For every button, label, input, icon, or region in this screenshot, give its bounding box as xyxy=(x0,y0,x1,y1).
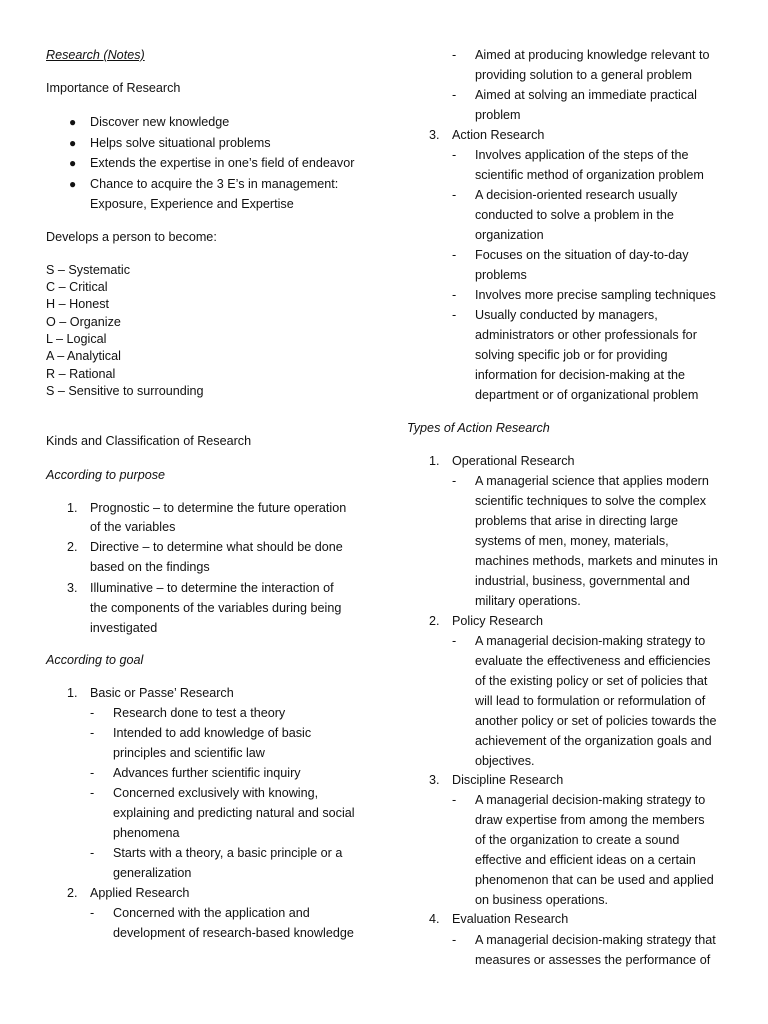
dash-icon: - xyxy=(90,846,95,860)
dash-icon: - xyxy=(452,48,457,62)
list-item: Action Research xyxy=(452,128,545,142)
dash-icon: - xyxy=(90,786,95,800)
list-item-continuation: of the variables xyxy=(90,520,176,534)
sub-item: Aimed at solving an immediate practical xyxy=(475,88,697,102)
sub-item-continuation: effective and efficient ideas on a certain xyxy=(475,853,696,867)
sub-item-continuation: of the existing policy or set of policies that xyxy=(475,674,708,688)
dash-icon: - xyxy=(90,726,95,740)
list-number: 3. xyxy=(67,581,78,595)
list-number: 2. xyxy=(67,886,78,900)
list-number: 3. xyxy=(429,773,440,787)
sub-item-continuation: industrial, business, governmental and xyxy=(475,574,690,588)
dash-icon: - xyxy=(90,766,95,780)
list-number: 2. xyxy=(67,540,78,554)
list-item: Directive – to determine what should be done xyxy=(90,540,343,554)
list-item: Discipline Research xyxy=(452,773,564,787)
list-item: C – Critical xyxy=(46,280,108,294)
sub-item-continuation: scientific method of organization problem xyxy=(475,168,704,182)
sub-item-continuation: of the organization to create a sound xyxy=(475,833,680,847)
list-item: O – Organize xyxy=(46,315,121,329)
kinds-heading: Kinds and Classification of Research xyxy=(46,434,252,448)
list-item: Prognostic – to determine the future operation xyxy=(90,501,347,515)
sub-item: A managerial decision-making strategy to xyxy=(475,634,706,648)
sub-item: Starts with a theory, a basic principle or a xyxy=(113,846,343,860)
list-number: 1. xyxy=(429,454,440,468)
bullet-icon: ● xyxy=(69,115,77,129)
sub-item-continuation: measures or assesses the performance of xyxy=(475,953,711,967)
list-item: Policy Research xyxy=(452,614,543,628)
list-item: S – Systematic xyxy=(46,263,130,277)
list-item: S – Sensitive to surrounding xyxy=(46,384,204,398)
sub-item-continuation: phenomena xyxy=(113,826,180,840)
dash-icon: - xyxy=(452,148,457,162)
sub-item-continuation: on business operations. xyxy=(475,893,609,907)
list-item: Applied Research xyxy=(90,886,190,900)
list-number: 1. xyxy=(67,686,78,700)
sub-item-continuation: development of research-based knowledge xyxy=(113,926,354,940)
bullet-icon: ● xyxy=(69,156,77,170)
goal-heading: According to goal xyxy=(46,653,144,667)
list-item-continuation: the components of the variables during being xyxy=(90,601,342,615)
dash-icon: - xyxy=(452,933,457,947)
list-item: Chance to acquire the 3 E’s in management: xyxy=(90,177,339,191)
sub-item-continuation: generalization xyxy=(113,866,192,880)
sub-item-continuation: problem xyxy=(475,108,521,122)
list-number: 1. xyxy=(67,501,78,515)
list-item: Operational Research xyxy=(452,454,575,468)
sub-item: A managerial decision-making strategy to xyxy=(475,793,706,807)
list-item: Basic or Passe’ Research xyxy=(90,686,234,700)
sub-item-continuation: administrators or other professionals for xyxy=(475,328,697,342)
sub-item: Focuses on the situation of day-to-day xyxy=(475,248,689,262)
sub-item-continuation: will lead to formulation or reformulation of xyxy=(475,694,706,708)
bullet-icon: ● xyxy=(69,136,77,150)
types-heading: Types of Action Research xyxy=(407,421,550,435)
sub-item-continuation: evaluate the effectiveness and efficiencies xyxy=(475,654,711,668)
dash-icon: - xyxy=(452,308,457,322)
list-item-continuation: based on the findings xyxy=(90,560,210,574)
sub-item: Involves more precise sampling techniques xyxy=(475,288,716,302)
sub-item-continuation: explaining and predicting natural and social xyxy=(113,806,355,820)
sub-item: Aimed at producing knowledge relevant to xyxy=(475,48,710,62)
dash-icon: - xyxy=(452,248,457,262)
list-item-continuation: investigated xyxy=(90,621,158,635)
list-item: A – Analytical xyxy=(46,349,121,363)
sub-item-continuation: phenomenon that can be used and applied xyxy=(475,873,714,887)
sub-item: Concerned exclusively with knowing, xyxy=(113,786,319,800)
sub-item-continuation: another policy or set of policies towards the xyxy=(475,714,717,728)
sub-item-continuation: scientific techniques to solve the complex xyxy=(475,494,707,508)
sub-item-continuation: draw expertise from among the members xyxy=(475,813,705,827)
sub-item: A managerial science that applies modern xyxy=(475,474,709,488)
sub-item: A managerial decision-making strategy that xyxy=(475,933,716,947)
list-number: 3. xyxy=(429,128,440,142)
dash-icon: - xyxy=(452,793,457,807)
sub-item-continuation: achievement of the organization goals and xyxy=(475,734,712,748)
purpose-heading: According to purpose xyxy=(46,468,166,482)
sub-item: Research done to test a theory xyxy=(113,706,286,720)
sub-item-continuation: organization xyxy=(475,228,544,242)
sub-item-continuation: problems that arise in directing large xyxy=(475,514,679,528)
bullet-icon: ● xyxy=(69,177,77,191)
sub-item-continuation: solving specific job or for providing xyxy=(475,348,668,362)
list-item: Illuminative – to determine the interaction of xyxy=(90,581,334,595)
sub-item-continuation: objectives. xyxy=(475,754,535,768)
dash-icon: - xyxy=(452,634,457,648)
importance-heading: Importance of Research xyxy=(46,81,181,95)
develops-heading: Develops a person to become: xyxy=(46,230,217,244)
list-item: R – Rational xyxy=(46,367,116,381)
list-item: H – Honest xyxy=(46,297,109,311)
sub-item: A decision-oriented research usually xyxy=(475,188,678,202)
sub-item: Involves application of the steps of the xyxy=(475,148,689,162)
sub-item-continuation: systems of men, money, materials, xyxy=(475,534,669,548)
dash-icon: - xyxy=(452,88,457,102)
sub-item-continuation: information for decision-making at the xyxy=(475,368,685,382)
sub-item-continuation: providing solution to a general problem xyxy=(475,68,693,82)
list-item: L – Logical xyxy=(46,332,107,346)
list-number: 4. xyxy=(429,912,440,926)
dash-icon: - xyxy=(90,906,95,920)
sub-item-continuation: problems xyxy=(475,268,527,282)
list-item: Evaluation Research xyxy=(452,912,569,926)
sub-item-continuation: machines methods, markets and minutes in xyxy=(475,554,718,568)
list-item: Extends the expertise in one’s field of endeavor xyxy=(90,156,355,170)
sub-item: Intended to add knowledge of basic xyxy=(113,726,312,740)
dash-icon: - xyxy=(452,188,457,202)
sub-item-continuation: military operations. xyxy=(475,594,581,608)
list-item: Discover new knowledge xyxy=(90,115,230,129)
notes-title: Research (Notes) xyxy=(46,48,145,62)
sub-item-continuation: department or of organizational problem xyxy=(475,388,699,402)
dash-icon: - xyxy=(90,706,95,720)
sub-item: Concerned with the application and xyxy=(113,906,310,920)
sub-item: Advances further scientific inquiry xyxy=(113,766,301,780)
dash-icon: - xyxy=(452,474,457,488)
list-item-continuation: Exposure, Experience and Expertise xyxy=(90,197,294,211)
dash-icon: - xyxy=(452,288,457,302)
sub-item: Usually conducted by managers, xyxy=(475,308,658,322)
list-number: 2. xyxy=(429,614,440,628)
list-item: Helps solve situational problems xyxy=(90,136,271,150)
sub-item-continuation: principles and scientific law xyxy=(113,746,265,760)
sub-item-continuation: conducted to solve a problem in the xyxy=(475,208,674,222)
